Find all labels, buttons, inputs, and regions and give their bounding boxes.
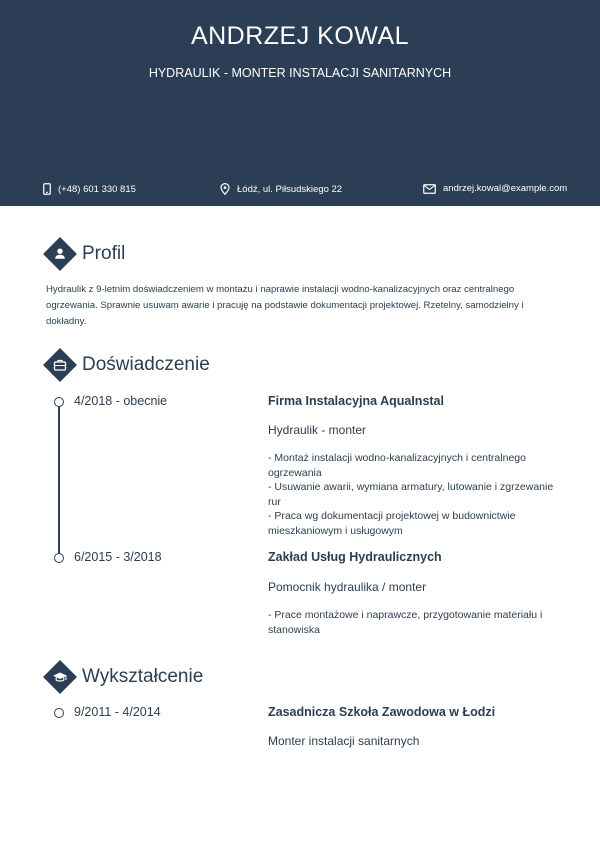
graduation-cap-icon [52,669,68,685]
education-heading: Wykształcenie [82,666,204,687]
user-icon [52,246,68,262]
education-field: Monter instalacji sanitarnych [268,734,420,748]
experience-date: 6/2015 - 3/2018 [74,550,162,564]
phone-icon [43,183,51,195]
profile-summary: Hydraulik z 9-letnim doświadczeniem w montażu i naprawie instalacji wodno-kanalizacyjnych oraz centralnego ogrzewania. Sprawnie usuwam awarie i pracuję na podstawie dokumentacji projektowej. Rzetelny, samodzielny i dokładny. [46,284,524,327]
profile-badge [43,237,77,271]
section-header-profile [43,237,125,271]
education-date: 9/2011 - 4/2014 [74,705,161,719]
candidate-name: ANDRZEJ KOWAL [190,22,410,50]
phone-text: (+48) 601 330 815 [58,183,136,195]
education-school: Zasadnicza Szkoła Zawodowa w Łodzi [268,705,496,719]
duty-item: - Praca wg dokumentacji projektowej w budownictwie mieszkaniowym i usługowym [268,510,516,537]
contact-email [423,183,567,194]
experience-duties [268,608,558,637]
address-text: Łódź, ul. Piłsudskiego 22 [237,183,343,195]
briefcase-icon [52,357,68,373]
experience-badge [43,348,77,382]
section-header-experience [43,348,210,382]
duty-item: - Usuwanie awarii, wymiana armatury, lutowanie i zgrzewanie rur [268,481,554,508]
experience-company: Zakład Usług Hydraulicznych [268,550,442,564]
experience-heading: Doświadczenie [82,354,210,375]
experience-role: Pomocnik hydraulika / monter [268,580,427,594]
location-pin-icon [220,183,230,195]
timeline-dot [54,708,64,718]
duty-item: - Montaż instalacji wodno-kanalizacyjnych i centralnego ogrzewania [268,452,526,479]
education-badge [43,660,77,694]
profile-heading: Profil [82,243,126,264]
timeline-dot [54,397,64,407]
section-header-education [43,660,203,694]
experience-company: Firma Instalacyjna AquaInstal [268,394,444,408]
envelope-icon [423,184,436,194]
job-title: HYDRAULIK - MONTER INSTALACJI SANITARNYCH [148,66,452,80]
experience-duties [268,451,558,538]
contact-phone [43,183,136,195]
resume-header [0,0,600,206]
contact-address [220,183,342,195]
timeline-dot [54,553,64,563]
experience-date: 4/2018 - obecnie [74,394,168,408]
duty-item: - Prace montażowe i naprawcze, przygotowanie materiału i stanowiska [268,609,543,636]
email-text: andrzej.kowal@example.com [443,183,568,194]
experience-role: Hydraulik - monter [268,423,367,437]
experience-timeline [58,406,60,554]
